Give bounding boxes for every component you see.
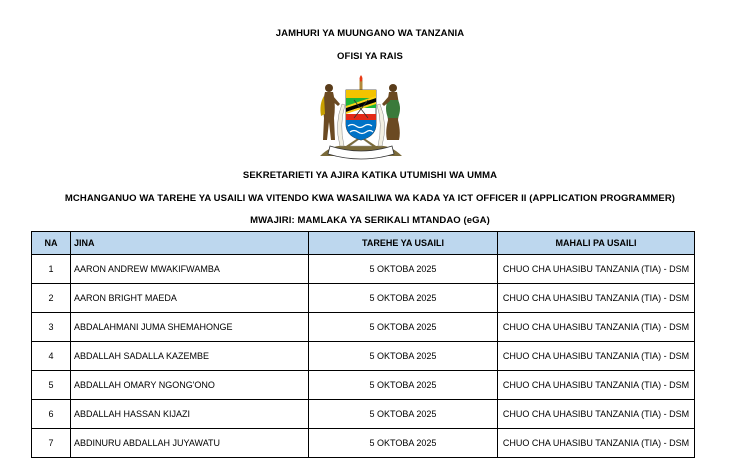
secretariat-title: SEKRETARIETI YA AJIRA KATIKA UTUMISHI WA UMMA	[242, 170, 498, 181]
cell-jina: AARON ANDREW MWAKIFWAMBA	[71, 255, 309, 284]
column-header-tarehe: TAREHE YA USAILI	[309, 232, 498, 255]
cell-tarehe: 5 OKTOBA 2025	[309, 284, 498, 313]
cell-tarehe: 5 OKTOBA 2025	[309, 371, 498, 400]
cell-jina: ABDALLAH SADALLA KAZEMBE	[71, 342, 309, 371]
cell-na: 5	[32, 371, 71, 400]
table-row	[32, 429, 695, 458]
cell-mahali: CHUO CHA UHASIBU TANZANIA (TIA) - DSM	[498, 284, 695, 313]
cell-mahali: CHUO CHA UHASIBU TANZANIA (TIA) - DSM	[498, 371, 695, 400]
cell-na: 3	[32, 313, 71, 342]
cell-tarehe: 5 OKTOBA 2025	[309, 400, 498, 429]
table-row	[32, 313, 695, 342]
cell-na: 1	[32, 255, 71, 284]
office-title: OFISI YA RAIS	[337, 51, 403, 62]
cell-na: 6	[32, 400, 71, 429]
cell-na: 2	[32, 284, 71, 313]
table-row	[32, 371, 695, 400]
cell-jina: AARON BRIGHT MAEDA	[71, 284, 309, 313]
cell-mahali: CHUO CHA UHASIBU TANZANIA (TIA) - DSM	[498, 342, 695, 371]
interview-schedule-table	[31, 231, 695, 458]
schedule-title: MCHANGANUO WA TAREHE YA USAILI WA VITENDO KWA WASAILIWA WA KADA YA ICT OFFICER II (APPLICATION PROGRAMMER)	[64, 193, 676, 204]
cell-tarehe: 5 OKTOBA 2025	[309, 255, 498, 284]
cell-jina: ABDINURU ABDALLAH JUYAWATU	[71, 429, 309, 458]
cell-tarehe: 5 OKTOBA 2025	[309, 342, 498, 371]
table-row	[32, 342, 695, 371]
cell-jina: ABDALAHMANI JUMA SHEMAHONGE	[71, 313, 309, 342]
coat-of-arms-icon	[312, 74, 410, 164]
cell-mahali: CHUO CHA UHASIBU TANZANIA (TIA) - DSM	[498, 255, 695, 284]
column-header-mahali: MAHALI PA USAILI	[498, 232, 695, 255]
cell-tarehe: 5 OKTOBA 2025	[309, 429, 498, 458]
column-header-jina: JINA	[71, 232, 309, 255]
cell-mahali: CHUO CHA UHASIBU TANZANIA (TIA) - DSM	[498, 429, 695, 458]
cell-jina: ABDALLAH HASSAN KIJAZI	[71, 400, 309, 429]
cell-mahali: CHUO CHA UHASIBU TANZANIA (TIA) - DSM	[498, 313, 695, 342]
table-row	[32, 284, 695, 313]
column-header-na: NA	[32, 232, 71, 255]
cell-na: 7	[32, 429, 71, 458]
cell-tarehe: 5 OKTOBA 2025	[309, 313, 498, 342]
cell-mahali: CHUO CHA UHASIBU TANZANIA (TIA) - DSM	[498, 400, 695, 429]
table-header-row	[32, 232, 695, 255]
employer-title: MWAJIRI: MAMLAKA YA SERIKALI MTANDAO (eGA)	[250, 215, 490, 226]
cell-na: 4	[32, 342, 71, 371]
table-row	[32, 255, 695, 284]
cell-jina: ABDALLAH OMARY NGONG'ONO	[71, 371, 309, 400]
country-title: JAMHURI YA MUUNGANO WA TANZANIA	[275, 28, 465, 39]
table-row	[32, 400, 695, 429]
